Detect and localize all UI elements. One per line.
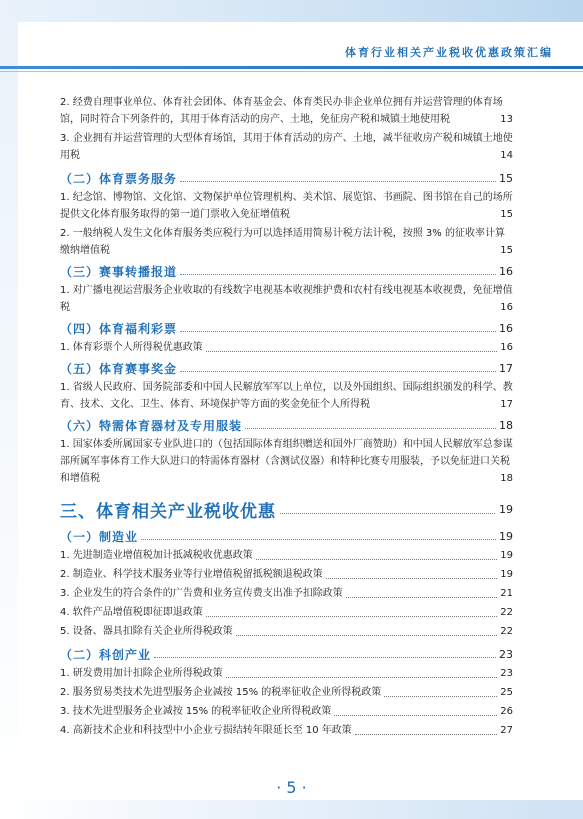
toc-leader [384,696,497,697]
toc-entry-text: 1. 纪念馆、博物馆、文化馆、文物保护单位管理机构、美术馆、展览馆、书画院、图书馆在自己的场所提供文化体育服务取得的第一道门票收入免征增值税 [60,192,513,220]
toc-entry-text: 2. 制造业、科学技术服务业等行业增值税留抵税额退税政策 [60,569,323,580]
left-decoration [0,0,18,819]
toc-section[interactable] [60,417,513,434]
toc-entry-text: 5. 设备、器具扣除有关企业所得税政策 [60,626,233,637]
toc-entry[interactable] [60,282,513,316]
toc-leader [346,597,498,598]
toc-entry[interactable] [60,189,513,223]
toc-entry-page: 14 [500,150,513,161]
toc-leader [180,274,496,275]
toc-entry-text: 1. 研发费用加计扣除企业所得税政策 [60,668,223,679]
toc-entry-page: 23 [500,668,513,679]
toc-leader [355,734,497,735]
bottom-decoration [0,800,583,819]
toc-section-page: 18 [499,419,513,432]
toc-entry-page: 22 [500,626,513,637]
toc-leader [334,715,497,716]
toc-section[interactable] [60,320,513,337]
toc-entry-page: 17 [500,399,513,410]
running-header: 体育行业相关产业税收优惠政策汇编 [345,46,553,59]
toc-entry-page: 21 [500,588,513,599]
toc-entry[interactable] [60,225,513,259]
toc-section[interactable] [60,263,513,280]
toc-entry[interactable] [60,703,513,720]
toc-section-page: 19 [499,530,513,543]
page-number: · 5 · [276,778,307,797]
toc-entry-page: 15 [500,209,513,220]
toc-section[interactable] [60,646,513,663]
toc-leader [180,331,496,332]
toc-entry-page: 26 [500,706,513,717]
toc-entry-page: 18 [500,473,513,484]
toc-entry-text: 3. 企业发生的符合条件的广告费和业务宣传费支出准予扣除政策 [60,588,343,599]
toc-leader [154,657,496,658]
toc-entry[interactable] [60,94,513,128]
toc-leader [256,559,498,560]
toc-entry[interactable] [60,130,513,164]
toc-content [60,94,513,739]
toc-section[interactable] [60,528,513,545]
toc-section-page: 16 [499,265,513,278]
toc-entry-text: 3. 技术先进型服务企业减按 15% 的税率征收企业所得税政策 [60,706,332,717]
toc-entry-page: 16 [500,302,513,313]
toc-entry-page: 13 [500,114,513,125]
toc-entry-text: 3. 企业拥有并运营管理的大型体育场馆，其用于体育活动的房产、土地，减半征收房产税和城镇土地使用税 [60,133,513,161]
toc-entry-text: 2. 服务贸易类技术先进型服务企业减按 15% 的税率征收企业所得税政策 [60,687,382,698]
toc-section-label: （六）特需体育器材及专用服装 [60,419,243,433]
toc-section-label: （三）赛事转播报道 [60,265,178,279]
toc-leader [245,428,496,429]
toc-entry-text: 2. 一般纳税人发生文化体育服务类应税行为可以选择适用简易计税方法计税，按照 3% 的征收率计算缴纳增值税 [60,228,505,256]
toc-entry-text: 1. 体育彩票个人所得税优惠政策 [60,342,203,353]
toc-entry[interactable] [60,379,513,413]
toc-section-label: （四）体育福利彩票 [60,322,178,336]
toc-entry-text: 1. 对广播电视运营服务企业收取的有线数字电视基本收视维护费和农村有线电视基本收视费，免征增值税 [60,285,513,313]
toc-leader [206,351,498,352]
toc-entry-text: 4. 软件产品增值税即征即退政策 [60,607,203,618]
toc-leader [206,616,498,617]
toc-chapter-label: 三、体育相关产业税收优惠 [60,502,276,522]
toc-entry-text: 1. 先进制造业增值税加计抵减税收优惠政策 [60,550,253,561]
toc-leader [326,578,498,579]
toc-entry[interactable] [60,684,513,701]
toc-section-label: （二）科创产业 [60,648,152,662]
toc-entry-text: 1. 省级人民政府、国务院部委和中国人民解放军军以上单位，以及外国组织、国际组织颁发的科学、教育、技术、文化、卫生、体育、环境保护等方面的奖金免征个人所得税 [60,382,513,410]
toc-leader [280,513,495,514]
toc-entry[interactable] [60,585,513,602]
toc-entry[interactable] [60,339,513,356]
top-decoration [0,0,583,22]
toc-entry-text: 4. 高新技术企业和科技型中小企业亏损结转年限延长至 10 年政策 [60,725,352,736]
toc-entry[interactable] [60,604,513,621]
toc-leader [226,677,498,678]
toc-leader [180,181,496,182]
toc-leader [236,635,498,636]
toc-section-label: （一）制造业 [60,530,139,544]
toc-section[interactable] [60,360,513,377]
toc-entry[interactable] [60,566,513,583]
toc-section-page: 17 [499,362,513,375]
toc-section-label: （五）体育赛事奖金 [60,362,178,376]
header-rule [0,66,583,69]
toc-entry-page: 19 [500,569,513,580]
toc-entry-page: 19 [500,550,513,561]
toc-section-label: （二）体育票务服务 [60,172,178,186]
toc-section-page: 23 [499,648,513,661]
toc-entry-page: 15 [500,245,513,256]
toc-section-page: 15 [499,172,513,185]
toc-entry-page: 22 [500,607,513,618]
toc-entry-text: 1. 国家体委所属国家专业队进口的（包括国际体育组织赠送和国外厂商赞助）和中国人民解放军总参谋部所属军事体育工作大队进口的特需体育器材（含测试仪器）和特种比赛专用服装，予以免征进口关税和增值税 [60,439,513,484]
toc-chapter[interactable] [60,497,513,522]
toc-section[interactable] [60,170,513,187]
toc-entry-page: 27 [500,725,513,736]
toc-leader [180,371,496,372]
toc-entry[interactable] [60,665,513,682]
header-rule-thin [0,71,583,72]
toc-entry-text: 2. 经费自理事业单位、体育社会团体、体育基金会、体育类民办非企业单位拥有并运营管理的体育场馆，同时符合下列条件的，其用于体育活动的房产、土地，免征房产税和城镇土地使用税 [60,97,503,125]
toc-leader [141,539,496,540]
toc-entry[interactable] [60,722,513,739]
toc-entry[interactable] [60,623,513,640]
toc-section-page: 16 [499,322,513,335]
toc-entry-page: 16 [500,342,513,353]
toc-entry[interactable] [60,547,513,564]
toc-entry[interactable] [60,436,513,487]
toc-entry-page: 25 [500,687,513,698]
toc-chapter-page: 19 [499,503,513,516]
